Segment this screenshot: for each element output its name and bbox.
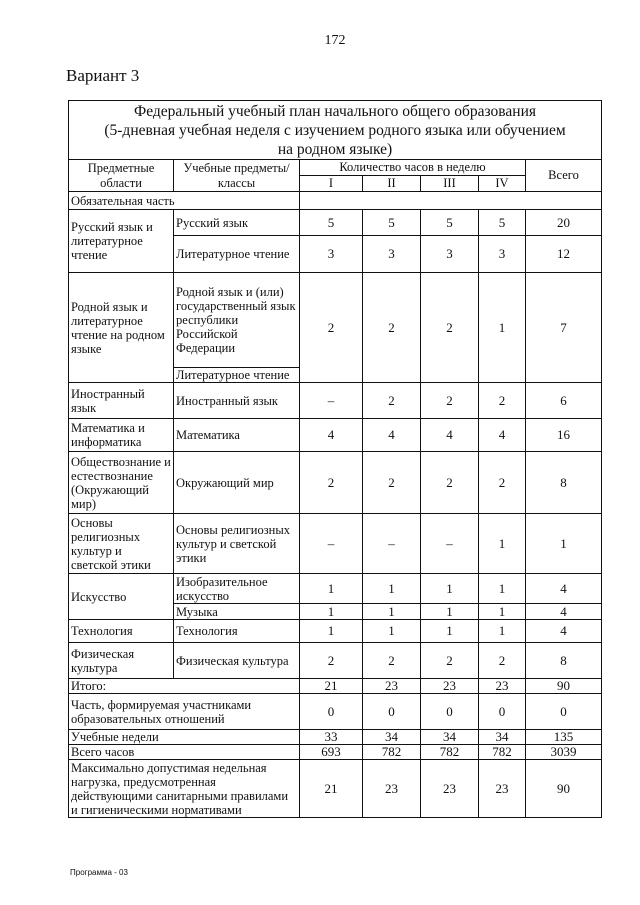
hours-cell: 5 <box>363 210 421 236</box>
hours-cell: 0 <box>300 694 363 730</box>
hours-cell: 2 <box>479 643 526 679</box>
table-row <box>69 210 602 236</box>
total-cell: 8 <box>526 452 602 514</box>
header-grade-1: I <box>300 176 363 192</box>
hours-cell: 2 <box>421 383 479 419</box>
total-cell: 4 <box>526 604 602 620</box>
hours-cell: 0 <box>363 694 421 730</box>
hours-cell: – <box>300 514 363 574</box>
hours-cell: 1 <box>300 604 363 620</box>
hours-cell: 3 <box>479 236 526 273</box>
table-row <box>69 452 602 514</box>
hours-cell: 2 <box>363 273 421 383</box>
footer-label: Программа - 03 <box>70 868 128 877</box>
total-cell: 0 <box>526 694 602 730</box>
hours-cell: 5 <box>300 210 363 236</box>
hours-cell: 4 <box>479 419 526 452</box>
total-cell: 90 <box>526 760 602 818</box>
hours-cell: 2 <box>363 383 421 419</box>
max-load-label: Максимально допустимая недельная нагрузка, предусмотренная действующими санитарными правилами и гигиеническими нормативами <box>69 760 300 818</box>
hours-cell: 3 <box>300 236 363 273</box>
area-cell: Иностранный язык <box>69 383 174 419</box>
hours-cell: 33 <box>300 730 363 745</box>
study-weeks-row <box>69 730 602 745</box>
hours-cell: 1 <box>479 514 526 574</box>
hours-cell: 5 <box>421 210 479 236</box>
hours-cell: 34 <box>363 730 421 745</box>
hours-cell: 2 <box>421 452 479 514</box>
hours-cell: 0 <box>421 694 479 730</box>
hours-cell: 1 <box>363 620 421 643</box>
hours-cell: 3 <box>363 236 421 273</box>
subject-cell: Окружающий мир <box>174 452 300 514</box>
hours-cell: 1 <box>421 604 479 620</box>
hours-cell: 782 <box>363 745 421 760</box>
header-subjects: Учебные предметы/ классы <box>174 160 300 192</box>
area-cell: Математика и информатика <box>69 419 174 452</box>
subject-cell: Математика <box>174 419 300 452</box>
hours-cell: 1 <box>300 620 363 643</box>
table-row <box>69 514 602 574</box>
hours-cell: 2 <box>363 452 421 514</box>
hours-cell: 2 <box>300 273 363 383</box>
total-hours-label: Всего часов <box>69 745 300 760</box>
title-line-1: Федеральный учебный план начального общего образования <box>133 102 537 120</box>
hours-cell: 23 <box>363 760 421 818</box>
area-cell: Родной язык и литературное чтение на родном языке <box>69 273 174 383</box>
hours-cell: 4 <box>363 419 421 452</box>
hours-cell: 23 <box>421 679 479 694</box>
title-line-2: (5-дневная учебная неделя с изучением родного языка или обучением <box>104 121 566 139</box>
hours-cell: 782 <box>421 745 479 760</box>
mandatory-part-blank <box>300 192 602 210</box>
hours-cell: 21 <box>300 679 363 694</box>
hours-cell: – <box>421 514 479 574</box>
hours-cell: 21 <box>300 760 363 818</box>
hours-cell: 4 <box>421 419 479 452</box>
subject-cell: Родной язык и (или) государственный язык республики Российской Федерации <box>174 273 300 368</box>
hours-cell: 1 <box>363 574 421 604</box>
total-cell: 135 <box>526 730 602 745</box>
subject-cell: Технология <box>174 620 300 643</box>
hours-cell: 2 <box>421 273 479 383</box>
hours-cell: 1 <box>421 574 479 604</box>
subject-cell: Музыка <box>174 604 300 620</box>
subject-cell: Основы религиозных культур и светской этики <box>174 514 300 574</box>
hours-cell: 1 <box>300 574 363 604</box>
subject-cell: Литературное чтение <box>174 368 300 383</box>
table-row <box>69 419 602 452</box>
hours-cell: 23 <box>479 760 526 818</box>
total-cell: 12 <box>526 236 602 273</box>
participants-part-label: Часть, формируемая участниками образовательных отношений <box>69 694 300 730</box>
table-row <box>69 574 602 604</box>
total-cell: 1 <box>526 514 602 574</box>
hours-cell: 23 <box>479 679 526 694</box>
hours-cell: 23 <box>363 679 421 694</box>
header-grade-4: IV <box>479 176 526 192</box>
subject-cell: Изобразительное искусство <box>174 574 300 604</box>
hours-cell: 34 <box>421 730 479 745</box>
subject-cell: Иностранный язык <box>174 383 300 419</box>
hours-cell: 23 <box>421 760 479 818</box>
hours-cell: 1 <box>479 574 526 604</box>
itogo-row <box>69 679 602 694</box>
subject-cell: Физическая культура <box>174 643 300 679</box>
hours-cell: 34 <box>479 730 526 745</box>
area-cell: Основы религиозных культур и светской этики <box>69 514 174 574</box>
itogo-label: Итого: <box>69 679 300 694</box>
total-cell: 16 <box>526 419 602 452</box>
hours-cell: 0 <box>479 694 526 730</box>
area-cell: Искусство <box>69 574 174 620</box>
total-cell: 8 <box>526 643 602 679</box>
variant-heading: Вариант 3 <box>66 66 140 85</box>
hours-cell: 2 <box>363 643 421 679</box>
mandatory-part-label: Обязательная часть <box>69 192 300 210</box>
header-hours: Количество часов в неделю <box>300 160 526 176</box>
header-grade-2: II <box>363 176 421 192</box>
hours-cell: 782 <box>479 745 526 760</box>
total-cell: 90 <box>526 679 602 694</box>
hours-cell: 5 <box>479 210 526 236</box>
hours-cell: 3 <box>421 236 479 273</box>
hours-cell: 2 <box>300 643 363 679</box>
table-row <box>69 643 602 679</box>
area-cell: Русский язык и литературное чтение <box>69 210 174 273</box>
hours-cell: 1 <box>479 273 526 383</box>
hours-cell: 2 <box>300 452 363 514</box>
total-cell: 4 <box>526 620 602 643</box>
total-hours-row <box>69 745 602 760</box>
curriculum-table <box>68 100 602 818</box>
header-total: Всего <box>526 160 602 192</box>
area-cell: Физическая культура <box>69 643 174 679</box>
table-row <box>69 273 602 368</box>
area-cell: Технология <box>69 620 174 643</box>
total-cell: 3039 <box>526 745 602 760</box>
table-row <box>69 620 602 643</box>
hours-cell: 2 <box>479 452 526 514</box>
study-weeks-label: Учебные недели <box>69 730 300 745</box>
header-row-1 <box>69 160 602 176</box>
header-grade-3: III <box>421 176 479 192</box>
area-cell: Обществознание и естествознание (Окружающий мир) <box>69 452 174 514</box>
total-cell: 20 <box>526 210 602 236</box>
subject-cell: Русский язык <box>174 210 300 236</box>
title-line-3: на родном языке) <box>277 140 393 158</box>
max-load-row <box>69 760 602 818</box>
hours-cell: 4 <box>300 419 363 452</box>
hours-cell: 2 <box>479 383 526 419</box>
mandatory-row <box>69 192 602 210</box>
participants-part-row <box>69 694 602 730</box>
total-cell: 7 <box>526 273 602 383</box>
hours-cell: 1 <box>421 620 479 643</box>
hours-cell: – <box>363 514 421 574</box>
title-row <box>69 101 602 160</box>
total-cell: 4 <box>526 574 602 604</box>
subject-cell: Литературное чтение <box>174 236 300 273</box>
hours-cell: 693 <box>300 745 363 760</box>
hours-cell: – <box>300 383 363 419</box>
table-row <box>69 383 602 419</box>
table-title <box>69 101 602 160</box>
hours-cell: 2 <box>421 643 479 679</box>
hours-cell: 1 <box>479 604 526 620</box>
hours-cell: 1 <box>363 604 421 620</box>
page-number: 172 <box>324 33 346 48</box>
hours-cell: 1 <box>479 620 526 643</box>
total-cell: 6 <box>526 383 602 419</box>
header-areas: Предметные области <box>69 160 174 192</box>
